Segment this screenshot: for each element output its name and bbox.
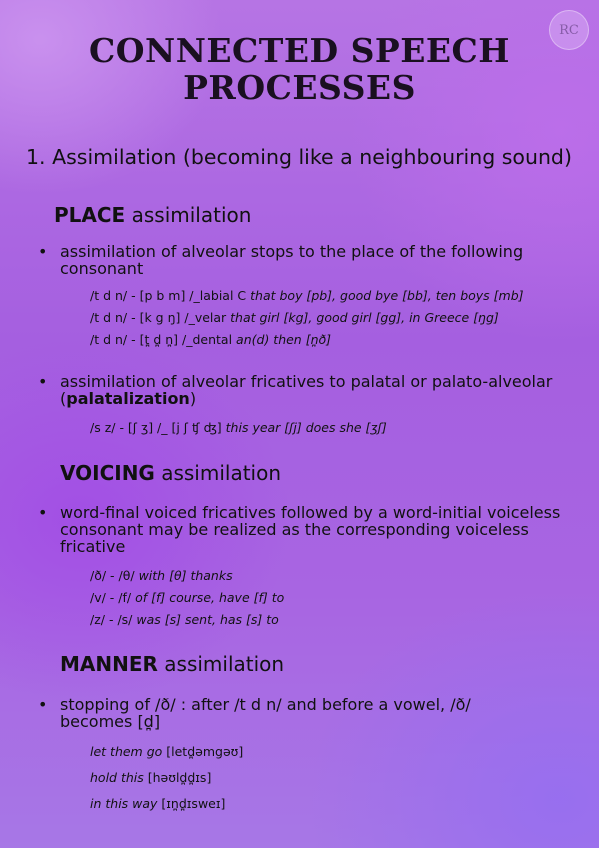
list-item: • word-final voiced fricatives followed by a word-initial voiceless consonant may be realized as the corresponding voiceless fricative bbox=[38, 503, 561, 556]
bullet-dot: • bbox=[38, 503, 48, 522]
bullet-dot: • bbox=[38, 372, 48, 391]
example-line: /t d n/ - [t̪ d̪ n̪] /_dental an(d) then [n̪ð] bbox=[90, 332, 332, 347]
list-item: • assimilation of alveolar fricatives to palatal or palato-alveolar (palatalization) bbox=[38, 372, 553, 408]
example-line: /ð/ - /θ/ with [θ] thanks bbox=[90, 568, 233, 583]
example-line: /t d n/ - [p b m] /_labial C that boy [pb], good bye [bb], ten boys [mb] bbox=[90, 288, 524, 303]
manner-heading: MANNER assimilation bbox=[60, 652, 285, 676]
bullet-dot: • bbox=[38, 695, 48, 714]
voicing-heading: VOICING assimilation bbox=[60, 461, 282, 485]
example-line: /z/ - /s/ was [s] sent, has [s] to bbox=[90, 612, 279, 627]
title-line-1: CONNECTED SPEECH bbox=[89, 31, 510, 70]
page-title bbox=[0, 32, 599, 106]
example-line: in this way [ɪn̪d̪ɪsweɪ] bbox=[90, 796, 226, 811]
example-line: hold this [həʊld̪d̪ɪs] bbox=[90, 770, 212, 785]
list-item: • stopping of /ð/ : after /t d n/ and before a vowel, /ð/ becomes [d̪] bbox=[38, 695, 471, 731]
example-line: /t d n/ - [k g ŋ] /_velar that girl [kg], good girl [gg], in Greece [ŋg] bbox=[90, 310, 499, 325]
example-line: let them go [letd̪əmgəʊ] bbox=[90, 744, 244, 759]
section-title: 1. Assimilation (becoming like a neighbouring sound) bbox=[26, 145, 572, 169]
example-line: /s z/ - [ʃ ʒ] /_ [j ʃ ʧ ʤ] this year [ʃj] does she [ʒʃ] bbox=[90, 420, 387, 435]
logo: RC bbox=[549, 10, 589, 50]
example-line: /v/ - /f/ of [f] course, have [f] to bbox=[90, 590, 285, 605]
place-heading: PLACE assimilation bbox=[54, 203, 252, 227]
list-item: • assimilation of alveolar stops to the place of the following consonant bbox=[38, 242, 524, 278]
bullet-dot: • bbox=[38, 242, 48, 261]
title-line-2: PROCESSES bbox=[183, 68, 416, 107]
